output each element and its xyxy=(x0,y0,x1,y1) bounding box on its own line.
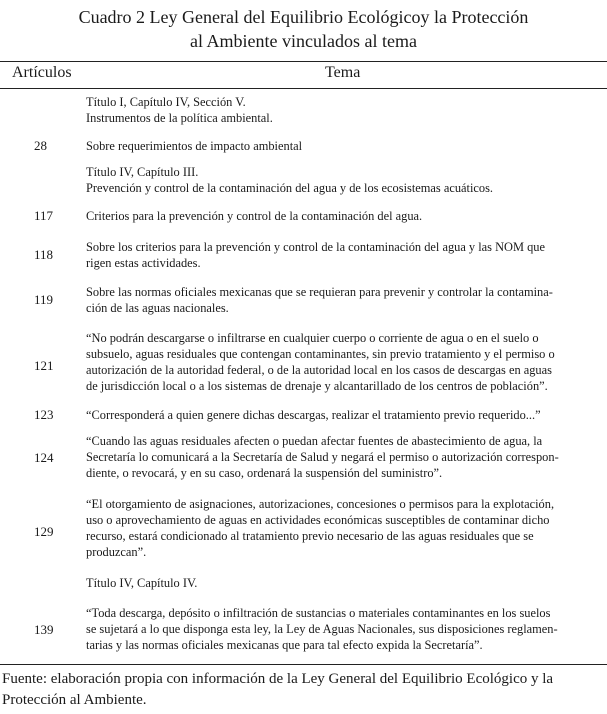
header-rule xyxy=(0,88,607,89)
article-number: 119 xyxy=(34,292,54,307)
column-header-tema: Tema xyxy=(325,64,361,81)
table-title-line2: al Ambiente vinculados al tema xyxy=(190,31,417,51)
table-title-line1: Cuadro 2 Ley General del Equilibrio Ecológicoy la Protección xyxy=(78,7,529,27)
article-number: 28 xyxy=(34,138,47,153)
table-title xyxy=(0,0,607,53)
row-text-line: uso o aprovechamiento de aguas en actividades económicas susceptibles de contaminar dicho xyxy=(86,513,550,527)
top-rule xyxy=(0,61,607,62)
row-text-line: “Corresponderá a quien genere dichas descargas, realizar el tratamiento previo requerido...” xyxy=(86,408,541,422)
row-text-line: Prevención y control de la contaminación del agua y de los ecosistemas acuáticos. xyxy=(86,181,494,195)
article-number: 124 xyxy=(34,450,54,465)
row-text-line: “Toda descarga, depósito o infiltración de sustancias o materiales contaminantes en los suelos xyxy=(86,606,551,620)
row-text-line: Título IV, Capítulo IV. xyxy=(86,576,198,590)
row-text-line: Sobre los criterios para la prevención y control de la contaminación del agua y las NOM que xyxy=(86,240,545,254)
row-text-line: diente, o revocará, y en su caso, ordenará la suspensión del suministro”. xyxy=(86,466,443,480)
row-text-line: Título I, Capítulo IV, Sección V. xyxy=(86,95,246,109)
article-number: 118 xyxy=(34,247,54,262)
row-text-line: Sobre las normas oficiales mexicanas que se requieran para prevenir y controlar la contamina- xyxy=(86,285,553,299)
row-text-line: rigen estas actividades. xyxy=(86,256,201,270)
row-text-line: se sujetará a lo que disponga esta ley, la Ley de Aguas Nacionales, sus disposiciones reglamen- xyxy=(86,622,558,636)
row-text-line: “No podrán descargarse o infiltrarse en cualquier cuerpo o corriente de agua o en el suelo o xyxy=(86,331,539,345)
row-text-line: Título IV, Capítulo III. xyxy=(86,165,199,179)
row-text-line: recurso, estará condicionado al tratamiento previo necesario de las aguas residuales que se xyxy=(86,529,534,543)
row-text-line: “El otorgamiento de asignaciones, autorizaciones, concesiones o permisos para la explotación, xyxy=(86,497,555,511)
article-number: 121 xyxy=(34,358,54,373)
column-header-articulos: Artículos xyxy=(12,64,72,81)
row-text-line: produzcan”. xyxy=(86,545,147,559)
article-number: 139 xyxy=(34,622,54,637)
row-text-line: Sobre requerimientos de impacto ambiental xyxy=(86,139,303,153)
row-text-line: ción de las aguas nacionales. xyxy=(86,301,229,315)
article-number: 129 xyxy=(34,524,54,539)
row-text-line: Secretaría lo comunicará a la Secretaría de Salud y negará el permiso o autorización correspon- xyxy=(86,450,559,464)
bottom-rule xyxy=(0,664,607,665)
row-text-line: Instrumentos de la política ambiental. xyxy=(86,111,273,125)
article-number: 117 xyxy=(34,208,54,223)
row-text-line: “Cuando las aguas residuales afecten o puedan afectar fuentes de abastecimiento de agua, la xyxy=(86,434,543,448)
article-number: 123 xyxy=(34,407,54,422)
source-note: Fuente: elaboración propia con información de la Ley General del Equilibrio Ecológico y la Protección al Ambiente. xyxy=(2,671,554,708)
row-text-line: subsuelo, aguas residuales que contengan contaminantes, sin previo tratamiento y el permiso o xyxy=(86,347,555,361)
row-text-line: de jurisdicción local o a los sistemas de drenaje y alcantarillado de los centros de población”. xyxy=(86,379,548,393)
row-text-line: Criterios para la prevención y control de la contaminación del agua. xyxy=(86,209,423,223)
row-text-line: tarias y las normas oficiales mexicanas que para tal efecto expida la Secretaría”. xyxy=(86,638,483,652)
row-text-line: autorización de la autoridad federal, o de la autoridad local en los casos de descargas en aguas xyxy=(86,363,552,377)
